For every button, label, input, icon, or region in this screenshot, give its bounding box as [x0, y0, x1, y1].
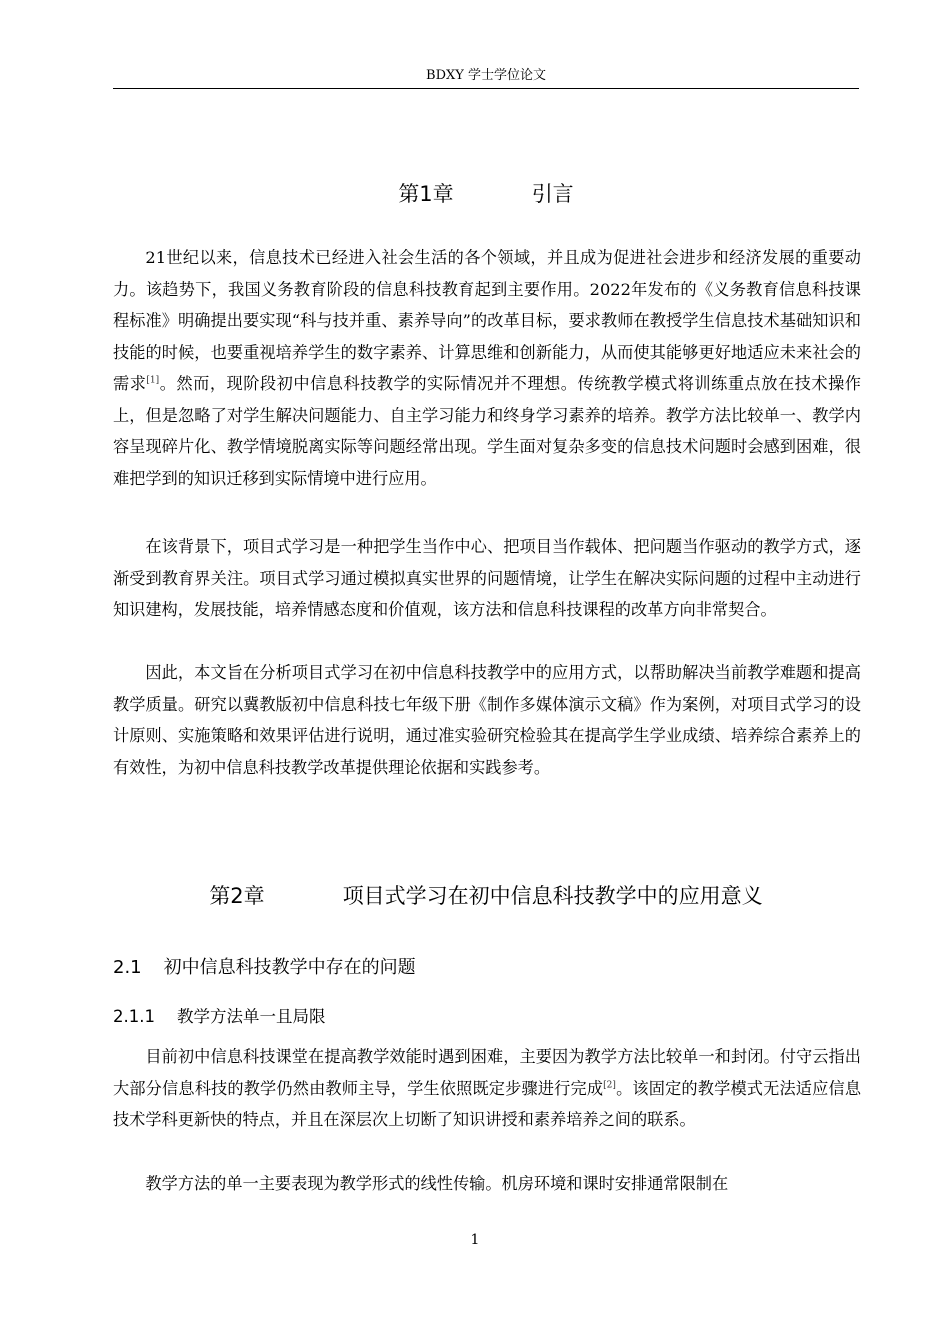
- chapter-2-heading: [113, 881, 859, 911]
- citation-ref: [1]: [146, 375, 160, 386]
- chapter-1-paragraph-3: 因此，本文旨在分析项目式学习在初中信息科技教学中的应用方式，以帮助解决当前教学难题和提高教学质量。研究以冀教版初中信息科技七年级下册《制作多媒体演示文稿》作为案例，对项目式学习的设计原则、实施策略和效果评估进行说明，通过准实验研究检验其在提高学生学业成绩、培养综合素养上的有效性，为初中信息科技教学改革提供理论依据和实践参考。: [113, 663, 861, 777]
- chapter-2-number: 第2章: [209, 884, 265, 908]
- chapter-2-title: 项目式学习在初中信息科技教学中的应用意义: [342, 884, 763, 908]
- citation-ref: [2]: [603, 1080, 616, 1091]
- section-number: 2.1: [113, 957, 142, 978]
- chapter-2-paragraph-1: [113, 1041, 861, 1136]
- subsection-title: 教学方法单一且局限: [176, 1007, 326, 1026]
- chapter-1-paragraph-1: [113, 242, 861, 494]
- section-heading: [113, 954, 416, 982]
- chapter-1-title: 引言: [531, 182, 574, 206]
- chapter-1-number: 第1章: [398, 182, 454, 206]
- chapter-2-paragraph-2: 教学方法的单一主要表现为教学形式的线性传输。机房环境和课时安排通常限制在: [145, 1174, 729, 1193]
- chapter-1-paragraph-2: 在该背景下，项目式学习是一种把学生当作中心、把项目当作载体、把问题当作驱动的教学方式，逐渐受到教育界关注。项目式学习通过模拟真实世界的问题情境，让学生在解决实际问题的过程中主动进行知识建构，发展技能，培养情感态度和价值观，该方法和信息科技课程的改革方向非常契合。: [113, 537, 861, 619]
- paragraph-text: 。该固定的教学模式无法适应信息技术学科更新快的特点，并且在深层次上切断了知识讲授和素养培养之间的联系。: [113, 1078, 862, 1129]
- paragraph-text: 。然而，现阶段初中信息科技教学的实际情况并不理想。传统教学模式将训练重点放在技术操作上，但是忽略了对学生解决问题能力、自主学习能力和终身学习素养的培养。教学方法比较单一、教学内容呈现碎片化、教学情境脱离实际等问题经常出现。学生面对复杂多变的信息技术问题时会感到困难，很难把学到的知识迁移到实际情境中进行应用。: [113, 374, 861, 488]
- paragraph-text: 21世纪以来，信息技术已经进入社会生活的各个领域，并且成为促进社会进步和经济发展的重要动力。该趋势下，我国义务教育阶段的信息科技教育起到主要作用。2022年发布的《义务教育信息科技课程标准》明确提出要实现“科与技并重、素养导向”的改革目标，要求教师在教授学生信息技术基础知识和技能的时候，也要重视培养学生的数字素养、计算思维和创新能力，从而使其能够更好地适应未来社会的需求: [113, 248, 861, 393]
- page-header: BDXY 学士学位论文: [113, 66, 859, 89]
- paragraph-text: 目前初中信息科技课堂在提高教学效能时遇到困难，主要因为教学方法比较单一和封闭。付守云指出大部分信息科技的教学仍然由教师主导，学生依照既定步骤进行完成: [113, 1047, 861, 1098]
- subsection-number: 2.1.1: [113, 1007, 155, 1026]
- section-title: 初中信息科技教学中存在的问题: [163, 957, 416, 978]
- chapter-1-heading: [113, 179, 859, 209]
- page-number: 1: [470, 1232, 480, 1248]
- subsection-heading: [113, 1003, 325, 1031]
